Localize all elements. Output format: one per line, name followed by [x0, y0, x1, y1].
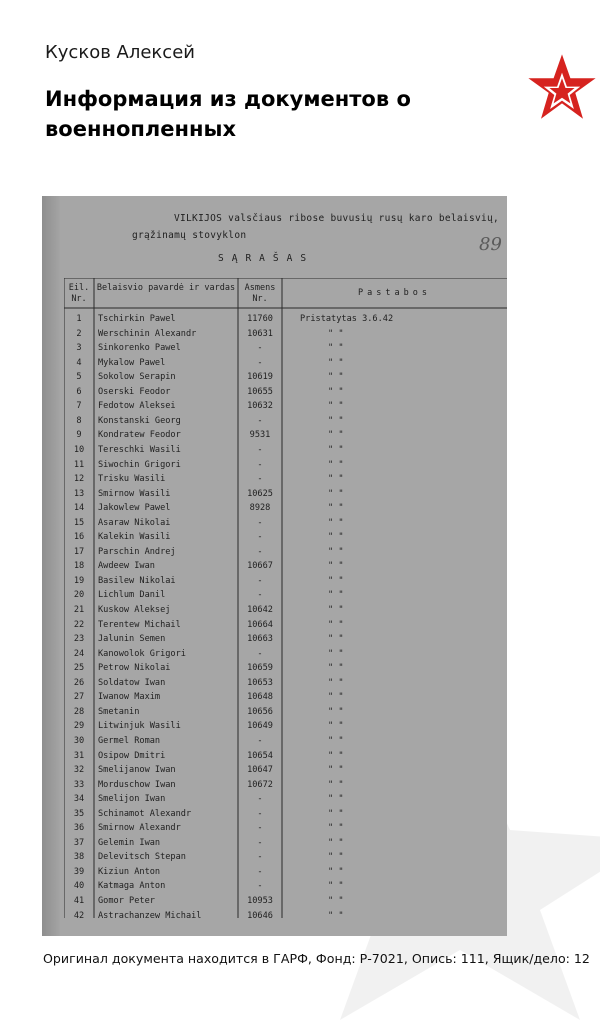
row-note: " " [328, 415, 344, 426]
row-name: Kiziun Anton [98, 866, 161, 877]
row-id: - [257, 474, 263, 485]
row-id: - [257, 343, 263, 354]
row-name: Smelijanow Iwan [98, 765, 176, 776]
row-note: " " [328, 372, 344, 383]
row-name: Kuskow Aleksej [98, 605, 171, 615]
row-id: 10664 [247, 619, 273, 630]
row-name: Morduschow Iwan [98, 779, 176, 790]
row-note: " " [328, 444, 344, 455]
row-number: 26 [73, 677, 85, 688]
row-id: - [257, 881, 263, 892]
row-id: - [257, 648, 263, 659]
row-name: Smirnow Alexandr [98, 823, 181, 834]
row-id: 9531 [249, 430, 271, 441]
row-number: 14 [73, 503, 85, 514]
row-number: 24 [73, 648, 85, 659]
row-number: 37 [73, 837, 85, 848]
row-note: " " [328, 735, 344, 746]
row-name: Parschin Andrej [98, 546, 176, 557]
row-number: 4 [76, 357, 82, 368]
doc-header-line2: grąžinamų stovyklon [132, 230, 247, 241]
row-id: 10646 [247, 910, 273, 921]
row-id: - [257, 866, 263, 877]
column-header-id: Asmens Nr. [244, 283, 276, 304]
row-note: " " [328, 779, 344, 790]
row-id: - [257, 852, 263, 863]
page-title: Информация из документов о военнопленных [45, 87, 411, 141]
row-number: 31 [73, 750, 85, 761]
row-note: " " [328, 357, 344, 368]
row-id: 10625 [247, 488, 273, 499]
row-number: 41 [73, 896, 85, 906]
row-name: Jalunin Semen [98, 634, 166, 645]
row-name: Konstanski Georg [98, 415, 181, 426]
row-name: Katmaga Anton [98, 881, 166, 892]
row-note: Pristatytas 3.6.42 [300, 314, 394, 324]
row-name: Germel Roman [98, 735, 161, 746]
row-id: - [257, 590, 263, 601]
row-id: - [257, 415, 263, 426]
row-name: Litwinjuk Wasili [98, 721, 181, 732]
row-note: " " [328, 401, 344, 412]
row-number: 11 [73, 459, 85, 470]
row-id: 8928 [249, 503, 271, 514]
row-id: - [257, 357, 263, 368]
red-star-logo-icon [527, 54, 597, 122]
row-id: 10655 [247, 386, 273, 397]
row-id: - [257, 823, 263, 834]
row-note: " " [328, 706, 344, 717]
row-id: 10619 [247, 372, 273, 383]
row-note: " " [328, 663, 344, 674]
row-id: - [257, 837, 263, 848]
row-id: - [257, 444, 263, 455]
row-id: 10631 [247, 328, 273, 339]
row-note: " " [328, 546, 344, 557]
row-number: 42 [73, 910, 85, 921]
row-name: Werschinin Alexandr [98, 328, 197, 339]
row-name: Iwanow Maxim [98, 692, 161, 703]
row-note: " " [328, 575, 344, 586]
row-note: " " [328, 837, 344, 848]
row-number: 7 [76, 401, 82, 412]
row-name: Siwochin Grigori [98, 459, 181, 470]
row-name: Soldatow Iwan [98, 677, 166, 688]
row-number: 15 [73, 517, 85, 528]
row-id: - [257, 794, 263, 805]
row-note: " " [328, 677, 344, 688]
row-id: 10653 [247, 677, 273, 688]
column-header-name: Belaisvio pavardė ir vardas [96, 283, 236, 293]
row-number: 17 [73, 546, 85, 557]
row-name: Tschirkin Pawel [98, 314, 176, 324]
row-name: Basilew Nikolai [98, 575, 176, 586]
row-number: 25 [73, 663, 85, 674]
row-id: 10647 [247, 765, 273, 776]
row-id: 10656 [247, 706, 273, 717]
row-number: 32 [73, 765, 85, 776]
row-id: 10659 [247, 663, 273, 674]
row-id: - [257, 735, 263, 746]
row-number: 27 [73, 692, 85, 703]
row-number: 13 [73, 488, 85, 499]
row-name: Sokolow Serapin [98, 372, 176, 383]
row-name: Gelemin Iwan [98, 837, 161, 848]
document-scan [42, 196, 507, 936]
row-id: - [257, 575, 263, 586]
row-number: 10 [73, 444, 85, 455]
row-note: " " [328, 517, 344, 528]
row-name: Lichlum Danil [98, 590, 166, 601]
row-note: " " [328, 488, 344, 499]
row-name: Kondratew Feodor [98, 430, 181, 441]
row-note: " " [328, 910, 344, 921]
row-name: Asaraw Nikolai [98, 517, 171, 528]
row-id: - [257, 459, 263, 470]
row-number: 9 [76, 430, 82, 441]
row-number: 6 [76, 386, 82, 397]
row-number: 29 [73, 721, 85, 732]
row-note: " " [328, 459, 344, 470]
row-name: Awdeew Iwan [98, 561, 155, 572]
row-name: Oserski Feodor [98, 386, 171, 397]
row-note: " " [328, 430, 344, 441]
row-id: 10649 [247, 721, 273, 732]
row-id: 11760 [247, 314, 273, 324]
row-number: 2 [76, 328, 82, 339]
row-note: " " [328, 474, 344, 485]
row-id: 10632 [247, 401, 273, 412]
row-name: Smirnow Wasili [98, 488, 171, 499]
scan-left-margin [42, 196, 60, 936]
row-id: 10953 [247, 896, 273, 906]
row-number: 33 [73, 779, 85, 790]
row-note: " " [328, 808, 344, 819]
row-note: " " [328, 386, 344, 397]
doc-header-line1: VILKIJOS valsčiaus ribose buvusių rusų karo belaisvių, [174, 213, 500, 224]
row-id: 10672 [247, 779, 273, 790]
row-number: 34 [73, 794, 85, 805]
row-note: " " [328, 692, 344, 703]
row-id: 10663 [247, 634, 273, 645]
row-number: 28 [73, 706, 85, 717]
row-name: Smetanin [98, 706, 140, 717]
column-header-notes: Pastabos [358, 288, 431, 298]
row-number: 40 [73, 881, 85, 892]
row-name: Kalekin Wasili [98, 532, 171, 543]
row-number: 8 [76, 415, 82, 426]
row-note: " " [328, 619, 344, 630]
row-name: Astrachanzew Michail [98, 910, 202, 921]
row-name: Tereschki Wasili [98, 444, 181, 455]
row-number: 5 [76, 372, 82, 383]
row-name: Osipow Dmitri [98, 750, 166, 761]
row-name: Delevitsch Stepan [98, 852, 186, 863]
row-number: 16 [73, 532, 85, 543]
source-caption: Оригинал документа находится в ГАРФ, Фонд: Р-7021, Опись: 111, Ящик/дело: 12 [43, 951, 590, 966]
row-note: " " [328, 532, 344, 543]
row-number: 3 [76, 343, 82, 354]
row-name: Jakowlew Pawel [98, 503, 171, 514]
row-number: 30 [73, 735, 85, 746]
row-number: 38 [73, 852, 85, 863]
row-note: " " [328, 721, 344, 732]
row-number: 21 [73, 605, 85, 615]
row-note: " " [328, 765, 344, 776]
row-number: 1 [76, 314, 82, 324]
row-id: - [257, 517, 263, 528]
row-note: " " [328, 648, 344, 659]
row-number: 35 [73, 808, 85, 819]
row-number: 23 [73, 634, 85, 645]
row-note: " " [328, 852, 344, 863]
author-name: Кусков Алексей [45, 42, 195, 63]
row-number: 22 [73, 619, 85, 630]
row-note: " " [328, 634, 344, 645]
row-id: 10667 [247, 561, 273, 572]
column-header-number: Eil. Nr. [68, 283, 90, 304]
row-name: Schinamot Alexandr [98, 808, 192, 819]
row-id: 10648 [247, 692, 273, 703]
row-note: " " [328, 896, 344, 906]
row-name: Kanowolok Grigori [98, 648, 186, 659]
row-note: " " [328, 866, 344, 877]
row-note: " " [328, 605, 344, 615]
row-note: " " [328, 823, 344, 834]
row-id: 10642 [247, 605, 273, 615]
row-id: - [257, 546, 263, 557]
row-note: " " [328, 794, 344, 805]
row-note: " " [328, 881, 344, 892]
row-number: 12 [73, 474, 85, 485]
row-number: 36 [73, 823, 85, 834]
row-number: 18 [73, 561, 85, 572]
row-name: Gomor Peter [98, 896, 155, 906]
row-name: Sinkorenko Pawel [98, 343, 181, 354]
row-name: Terentew Michail [98, 619, 181, 630]
row-note: " " [328, 590, 344, 601]
row-note: " " [328, 328, 344, 339]
row-note: " " [328, 503, 344, 514]
row-name: Smelijon Iwan [98, 794, 166, 805]
row-id: - [257, 808, 263, 819]
row-note: " " [328, 561, 344, 572]
row-id: - [257, 532, 263, 543]
row-name: Fedotow Aleksei [98, 401, 176, 412]
handwritten-page-number: 89 [479, 234, 502, 255]
doc-list-title: SĄRAŠAS [218, 253, 315, 264]
row-id: 10654 [247, 750, 273, 761]
row-name: Mykalow Pawel [98, 357, 166, 368]
row-note: " " [328, 343, 344, 354]
row-note: " " [328, 750, 344, 761]
row-name: Petrow Nikolai [98, 663, 171, 674]
row-number: 20 [73, 590, 85, 601]
row-name: Trisku Wasili [98, 474, 166, 485]
row-number: 39 [73, 866, 85, 877]
row-number: 19 [73, 575, 85, 586]
